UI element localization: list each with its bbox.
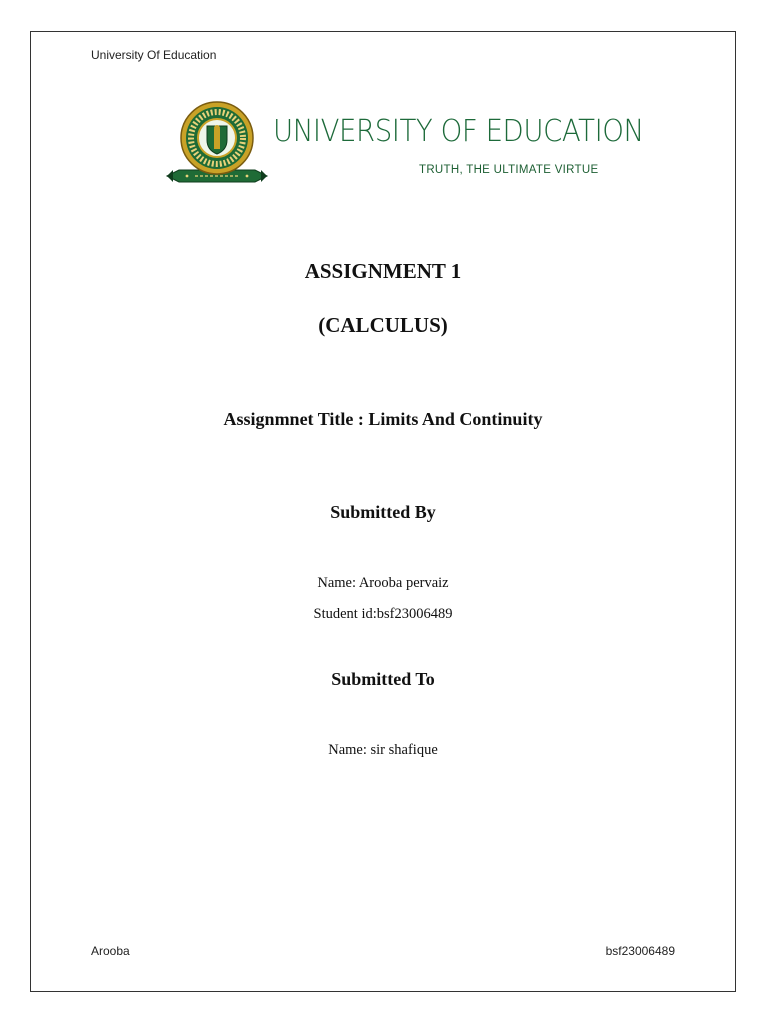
course-name: (CALCULUS): [318, 313, 448, 337]
footer-right: bsf23006489: [605, 944, 675, 958]
student-id: Student id:bsf23006489: [313, 606, 453, 622]
student-name: Name: Arooba pervaiz: [317, 575, 449, 591]
teacher-name: Name: sir shafique: [328, 742, 438, 758]
submitted-to-heading: Submitted To: [331, 669, 435, 689]
logo-wordmark: UNIVERSITY OF EDUCATION: [273, 114, 644, 149]
assignment-number: ASSIGNMENT 1: [304, 259, 462, 283]
logo-tagline: TRUTH, THE ULTIMATE VIRTUE: [419, 164, 599, 176]
university-logo: [165, 98, 644, 190]
university-seal-icon: [165, 98, 269, 190]
document-page: [30, 31, 736, 992]
footer-left: Arooba: [91, 944, 130, 958]
assignment-title: Assignmnet Title : Limits And Continuity: [223, 409, 543, 429]
submitted-by-heading: Submitted By: [330, 502, 436, 522]
page-header: University Of Education: [91, 48, 217, 62]
